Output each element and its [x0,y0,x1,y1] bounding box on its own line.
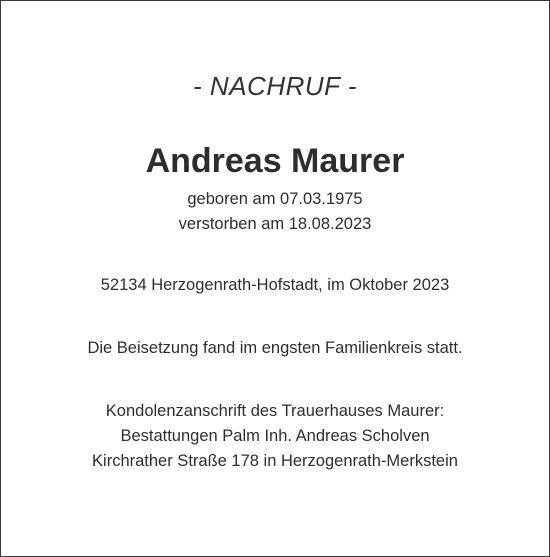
condolence-address-company: Bestattungen Palm Inh. Andreas Scholven [120,427,430,445]
condolence-address-street: Kirchrather Straße 178 in Herzogenrath-Merkstein [92,452,458,470]
notice-heading: - NACHRUF - [193,71,357,101]
deceased-name: Andreas Maurer [145,142,405,180]
place-and-date: 52134 Herzogenrath-Hofstadt, im Oktober 2023 [100,276,450,294]
burial-note: Die Beisetzung fand im engsten Familienkreis statt. [87,339,463,357]
death-date: verstorben am 18.08.2023 [178,215,372,233]
birth-date: geboren am 07.03.1975 [187,190,363,208]
condolence-address-title: Kondolenzanschrift des Trauerhauses Maurer: [105,402,445,420]
